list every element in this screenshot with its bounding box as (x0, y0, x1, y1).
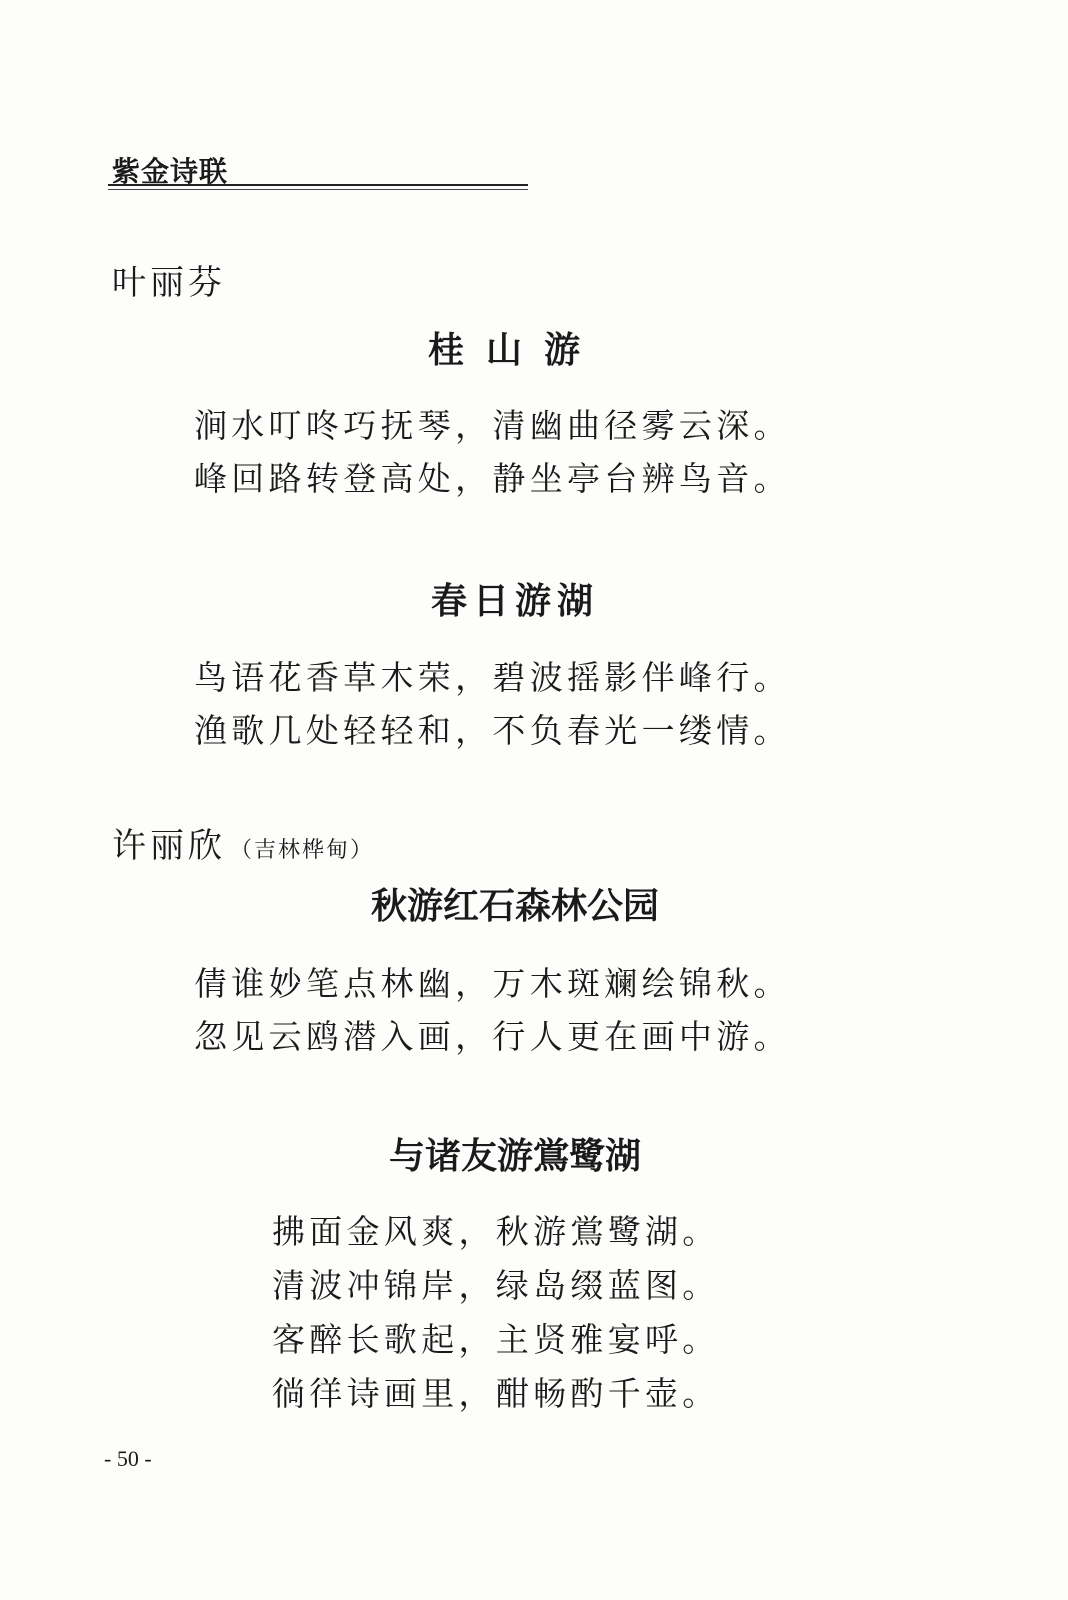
poem-line: 倩谁妙笔点林幽，万木斑斓绘锦秋。 (194, 964, 791, 1003)
running-header-title: 紫金诗联 (112, 155, 229, 188)
poem-line: 鸟语花香草木荣，碧波摇影伴峰行。 (194, 658, 791, 697)
poem-line: 清波冲锦岸，绿岛缀蓝图。 (272, 1266, 720, 1305)
poem-line: 拂面金风爽，秋游鴬鹭湖。 (272, 1212, 720, 1251)
author-location: （吉林桦甸） (230, 838, 375, 863)
author-heading (112, 818, 374, 867)
author-name: 叶丽芬 (112, 263, 226, 303)
header-rule (108, 184, 528, 186)
poem-line: 忽见云鸥潜入画，行人更在画中游。 (194, 1017, 791, 1056)
poem-title: 秋游红石森林公园 (370, 886, 659, 927)
poem-title: 桂山游 (427, 330, 602, 371)
poem-line: 渔歌几处轻轻和，不负春光一缕情。 (194, 711, 791, 750)
poem-line: 涧水叮咚巧抚琴，清幽曲径雾云深。 (194, 406, 791, 445)
page-number: - 50 - (104, 1446, 152, 1471)
author-name: 许丽欣 (112, 826, 226, 866)
poem-line: 客醉长歌起，主贤雅宴呼。 (272, 1320, 720, 1359)
poem-line: 峰回路转登高处，静坐亭台辨鸟音。 (194, 459, 791, 498)
poem-line: 徜徉诗画里，酣畅酌千壶。 (272, 1374, 720, 1413)
poem-title: 与诸友游鴬鹭湖 (388, 1136, 641, 1177)
poem-title: 春日游湖 (430, 581, 599, 622)
header-rule-thin (108, 189, 528, 190)
